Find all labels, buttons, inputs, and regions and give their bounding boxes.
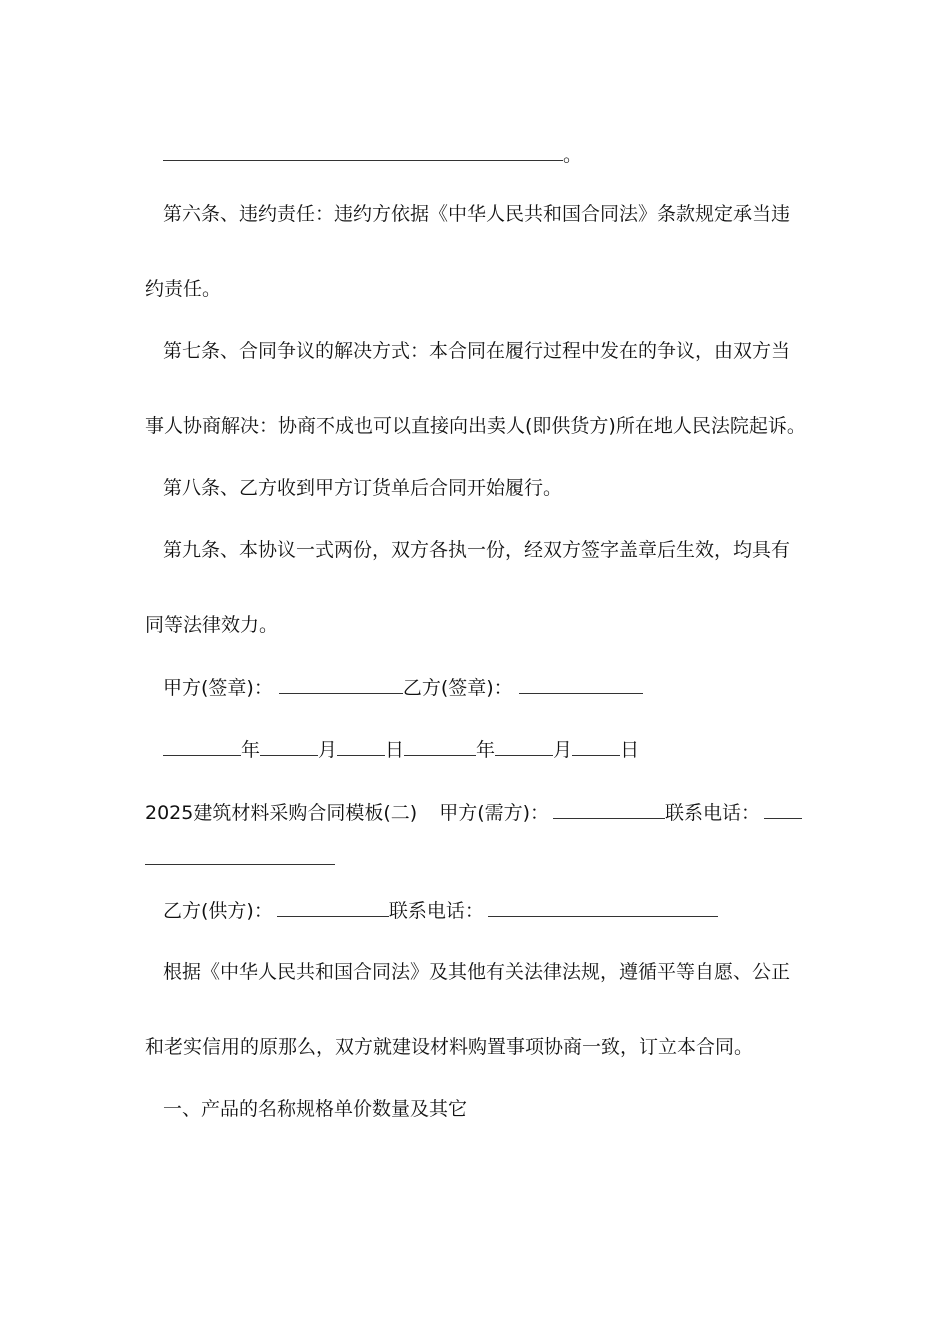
period: 。 bbox=[563, 144, 583, 166]
buyer-phone-field[interactable] bbox=[764, 800, 802, 819]
signature-row bbox=[163, 675, 643, 700]
buyer-phone-field-cont[interactable] bbox=[145, 846, 335, 865]
date-row bbox=[163, 737, 639, 762]
template2-header-row bbox=[145, 800, 802, 825]
template2-title: 2025建筑材料采购合同模板(二) bbox=[145, 802, 418, 824]
month-field-b[interactable] bbox=[495, 737, 553, 756]
article-6-line-1: 第六条、违约责任：违约方依据《中华人民共和国合同法》条款规定承当违 bbox=[163, 203, 791, 225]
seller-name-field[interactable] bbox=[277, 898, 389, 917]
buyer-label: 甲方(需方)： bbox=[439, 802, 550, 824]
intro-line-1: 根据《中华人民共和国合同法》及其他有关法律法规，遵循平等自愿、公正 bbox=[163, 961, 791, 983]
buyer-phone-label: 联系电话： bbox=[665, 802, 761, 824]
party-b-sign-label: 乙方(签章)： bbox=[402, 677, 513, 699]
party-b-sign-field[interactable] bbox=[519, 675, 643, 694]
article-7-line-2: 事人协商解决：协商不成也可以直接向出卖人(即供货方)所在地人民法院起诉。 bbox=[145, 415, 806, 437]
fill-line-top bbox=[163, 142, 582, 167]
article-7-line-1: 第七条、合同争议的解决方式：本合同在履行过程中发在的争议，由双方当 bbox=[163, 340, 791, 362]
section-1-heading: 一、产品的名称规格单价数量及其它 bbox=[163, 1098, 468, 1120]
party-a-sign-field[interactable] bbox=[279, 675, 403, 694]
year-field-b[interactable] bbox=[404, 737, 476, 756]
article-9-line-2: 同等法律效力。 bbox=[145, 614, 279, 636]
year-label-b: 年 bbox=[476, 739, 496, 761]
buyer-name-field[interactable] bbox=[553, 800, 665, 819]
seller-phone-label: 联系电话： bbox=[388, 900, 484, 922]
year-label-a: 年 bbox=[241, 739, 261, 761]
article-8: 第八条、乙方收到甲方订货单后合同开始履行。 bbox=[163, 477, 563, 499]
day-label-a: 日 bbox=[385, 739, 405, 761]
day-field-b[interactable] bbox=[572, 737, 620, 756]
month-field-a[interactable] bbox=[260, 737, 318, 756]
article-6-line-2: 约责任。 bbox=[145, 278, 222, 300]
intro-line-2: 和老实信用的原那么，双方就建设材料购置事项协商一致，订立本合同。 bbox=[145, 1036, 754, 1058]
day-field-a[interactable] bbox=[337, 737, 385, 756]
month-label-a: 月 bbox=[318, 739, 338, 761]
seller-phone-field[interactable] bbox=[488, 898, 718, 917]
day-label-b: 日 bbox=[620, 739, 640, 761]
party-a-sign-label: 甲方(签章)： bbox=[163, 677, 273, 699]
blank-field[interactable] bbox=[163, 142, 563, 161]
article-9-line-1: 第九条、本协议一式两份，双方各执一份，经双方签字盖章后生效，均具有 bbox=[163, 539, 791, 561]
buyer-phone-continuation bbox=[145, 846, 335, 871]
month-label-b: 月 bbox=[553, 739, 573, 761]
seller-row bbox=[163, 898, 718, 923]
year-field-a[interactable] bbox=[163, 737, 241, 756]
seller-label: 乙方(供方)： bbox=[163, 900, 273, 922]
